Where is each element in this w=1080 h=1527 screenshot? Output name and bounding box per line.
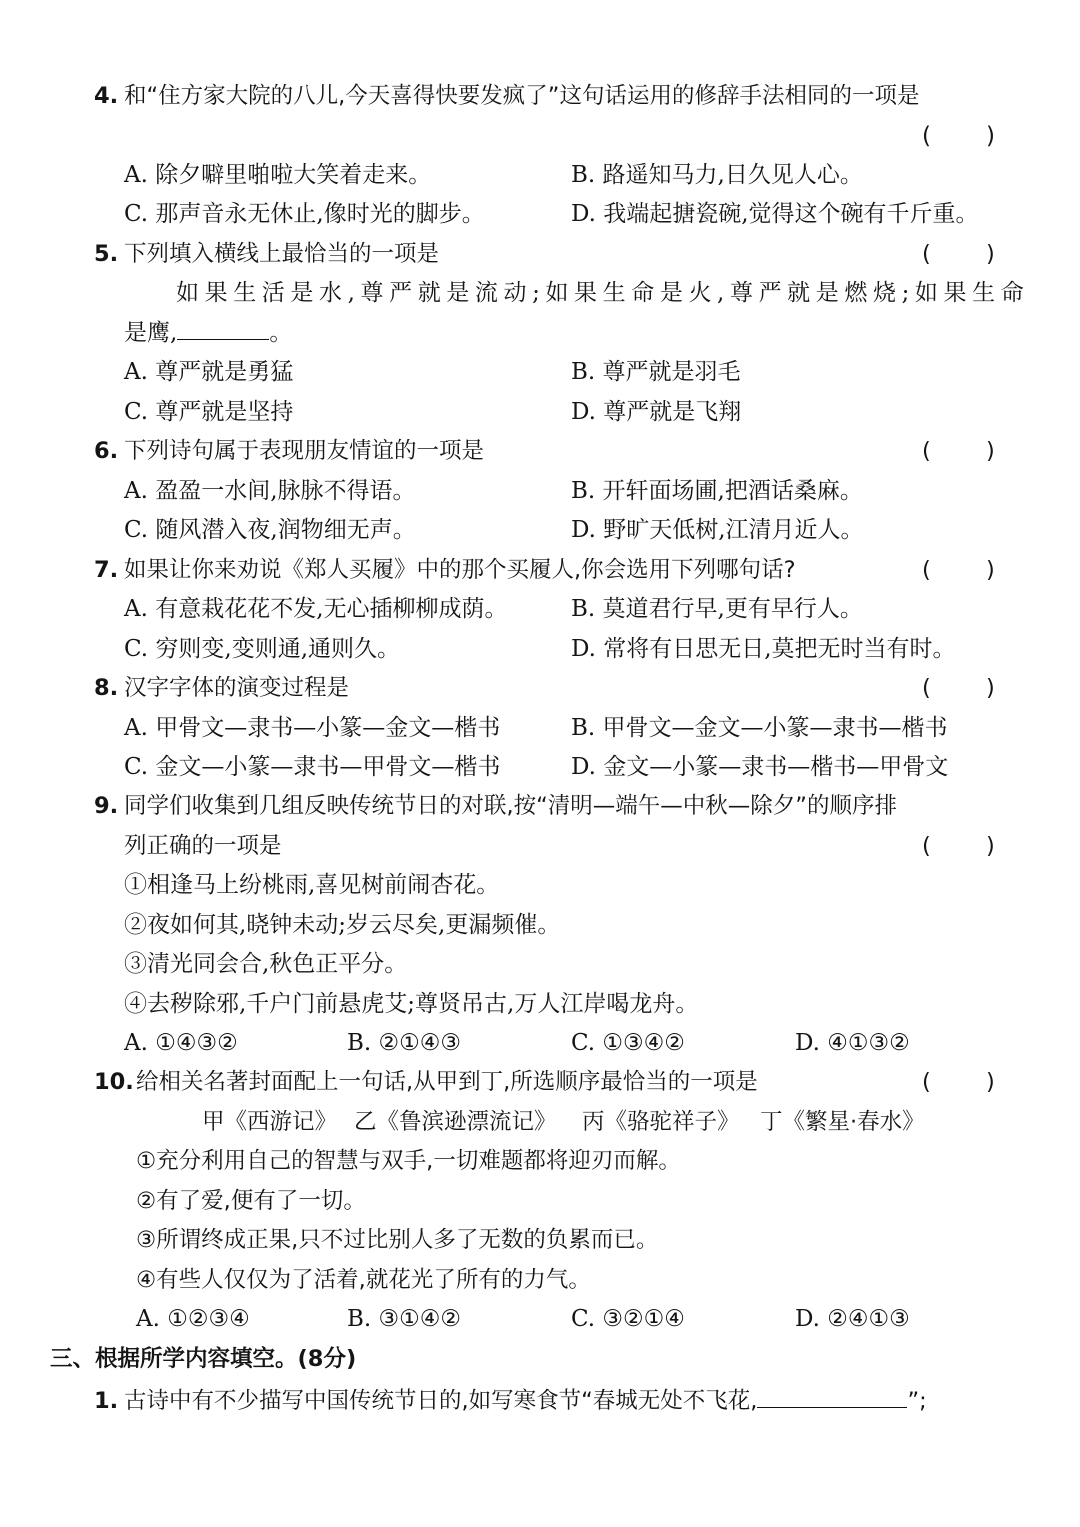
book-titles-row	[0, 1102, 1080, 1142]
question-text: 列正确的一项是	[124, 833, 282, 859]
question-text: 给相关名著封面配上一句话,从甲到丁,所选顺序最恰当的一项是	[136, 1069, 758, 1095]
option-b[interactable]: B. 莫道君行早,更有早行人。	[571, 596, 863, 622]
question-text: 古诗中有不少描写中国传统节日的,如写寒食节“春城无处不飞花,	[124, 1388, 758, 1414]
fill-blank[interactable]	[757, 1383, 907, 1408]
option-b[interactable]: B. 尊严就是羽毛	[571, 359, 741, 385]
option-d[interactable]: D. 常将有日思无日,莫把无时当有时。	[571, 636, 956, 662]
question-number: 4.	[94, 83, 119, 109]
option-c[interactable]: C. 金文—小篆—隶书—甲骨文—楷书	[124, 754, 501, 780]
book-title: 甲《西游记》	[202, 1109, 338, 1135]
option-c[interactable]: C. 尊严就是坚持	[124, 399, 294, 425]
answer-bracket-row: ( )	[922, 123, 995, 149]
passage-text: 是鹰,	[124, 320, 178, 346]
option-a[interactable]: A. 盈盈一水间,脉脉不得语。	[124, 478, 416, 504]
question-8-stem: 8. 汉字字体的演变过程是 ( )	[0, 668, 1080, 708]
book-title: 乙《鲁滨逊漂流记》	[354, 1109, 557, 1135]
question-number: 7.	[94, 557, 119, 583]
option-a[interactable]: A. ①④③②	[124, 1030, 238, 1056]
option-a[interactable]: A. 有意栽花花不发,无心插柳柳成荫。	[124, 596, 508, 622]
option-a[interactable]: A. 尊严就是勇猛	[124, 359, 294, 385]
option-c[interactable]: C. 随风潜入夜,润物细无声。	[124, 517, 416, 543]
question-text: 下列填入横线上最恰当的一项是	[124, 241, 440, 267]
options-row	[0, 471, 1080, 511]
question-text: 汉字字体的演变过程是	[124, 675, 350, 701]
passage-line	[0, 313, 1080, 353]
couplet-item: ①相逢马上纷桃雨,喜见树前闹杏花。	[124, 872, 500, 898]
options-row	[0, 510, 1080, 550]
passage-line	[0, 273, 1080, 313]
option-b[interactable]: B. ②①④③	[347, 1030, 462, 1056]
option-b[interactable]: B. 开轩面场圃,把酒话桑麻。	[571, 478, 863, 504]
question-4-stem	[0, 76, 1080, 116]
book-title: 丙《骆驼祥子》	[582, 1109, 740, 1135]
section-heading	[0, 1339, 1080, 1379]
fill-blank[interactable]	[177, 315, 269, 340]
options-row	[0, 1023, 1080, 1063]
option-b[interactable]: B. 路遥知马力,日久见人心。	[571, 162, 863, 188]
options-row	[0, 1299, 1080, 1339]
question-10-stem: 10. 给相关名著封面配上一句话,从甲到丁,所选顺序最恰当的一项是 ( )	[0, 1062, 1080, 1102]
question-number: 10.	[94, 1069, 134, 1095]
option-d[interactable]: D. 尊严就是飞翔	[571, 399, 742, 425]
option-b[interactable]: B. 甲骨文—金文—小篆—隶书—楷书	[571, 715, 948, 741]
question-number: 6.	[94, 438, 119, 464]
couplet-item: ②夜如何其,晓钟未动;岁云尽矣,更漏频催。	[124, 912, 561, 938]
options-row	[0, 194, 1080, 234]
question-number: 5.	[94, 241, 119, 267]
question-text-end: ”;	[907, 1388, 927, 1414]
question-number: 1.	[94, 1388, 119, 1414]
options-row	[0, 708, 1080, 748]
option-c[interactable]: C. 穷则变,变则通,通则久。	[124, 636, 401, 662]
section-title: 三、根据所学内容填空。(8分)	[50, 1346, 357, 1372]
option-a[interactable]: A. ①②③④	[136, 1306, 250, 1332]
passage-text-end: 。	[269, 320, 293, 346]
option-b[interactable]: B. ③①④②	[347, 1306, 462, 1332]
option-c[interactable]: C. ③②①④	[571, 1306, 685, 1332]
question-9-stem	[0, 786, 1080, 826]
couplet-item: ④去秽除邪,千户门前悬虎艾;尊贤吊古,万人江岸喝龙舟。	[124, 991, 699, 1017]
options-row	[0, 352, 1080, 392]
question-text: 同学们收集到几组反映传统节日的对联,按“清明—端午—中秋—除夕”的顺序排	[124, 793, 897, 819]
option-a[interactable]: A. 甲骨文—隶书—小篆—金文—楷书	[124, 715, 501, 741]
quote-item: ②有了爱,便有了一切。	[136, 1188, 366, 1214]
option-a[interactable]: A. 除夕噼里啪啦大笑着走来。	[124, 162, 432, 188]
question-number: 8.	[94, 675, 119, 701]
options-row	[0, 629, 1080, 669]
option-c[interactable]: C. ①③④②	[571, 1030, 685, 1056]
options-row	[0, 589, 1080, 629]
option-d[interactable]: D. 野旷天低树,江清月近人。	[571, 517, 864, 543]
question-text: 如果让你来劝说《郑人买履》中的那个买履人,你会选用下列哪句话?	[124, 557, 796, 583]
question-6-stem: 6. 下列诗句属于表现朋友情谊的一项是 ( )	[0, 431, 1080, 471]
options-row	[0, 155, 1080, 195]
quote-item: ①充分利用自己的智慧与双手,一切难题都将迎刃而解。	[136, 1148, 681, 1174]
couplet-item: ③清光同会合,秋色正平分。	[124, 951, 408, 977]
question-5-stem: 5. 下列填入横线上最恰当的一项是 ( )	[0, 234, 1080, 274]
fill-question-1	[0, 1381, 1080, 1421]
question-number: 9.	[94, 793, 119, 819]
question-7-stem: 7. 如果让你来劝说《郑人买履》中的那个买履人,你会选用下列哪句话? ( )	[0, 550, 1080, 590]
book-title: 丁《繁星·春水》	[760, 1109, 925, 1135]
options-row	[0, 392, 1080, 432]
passage-text: 如果生活是水,尊严就是流动;如果生命是火,尊严就是燃烧;如果生命	[176, 280, 1030, 306]
question-text: 下列诗句属于表现朋友情谊的一项是	[124, 438, 485, 464]
option-d[interactable]: D. 金文—小篆—隶书—楷书—甲骨文	[571, 754, 949, 780]
option-c[interactable]: C. 那声音永无休止,像时光的脚步。	[124, 201, 485, 227]
question-9-stem-cont: 列正确的一项是 ( )	[0, 826, 1080, 866]
option-d[interactable]: D. ②④①③	[795, 1306, 910, 1332]
quote-item: ③所谓终成正果,只不过比别人多了无数的负累而已。	[136, 1227, 659, 1253]
quote-item: ④有些人仅仅为了活着,就花光了所有的力气。	[136, 1267, 591, 1293]
question-text: 和“住方家大院的八儿,今天喜得快要发疯了”这句话运用的修辞手法相同的一项是	[124, 83, 920, 109]
options-row	[0, 747, 1080, 787]
option-d[interactable]: D. 我端起搪瓷碗,觉得这个碗有千斤重。	[571, 201, 979, 227]
option-d[interactable]: D. ④①③②	[795, 1030, 910, 1056]
